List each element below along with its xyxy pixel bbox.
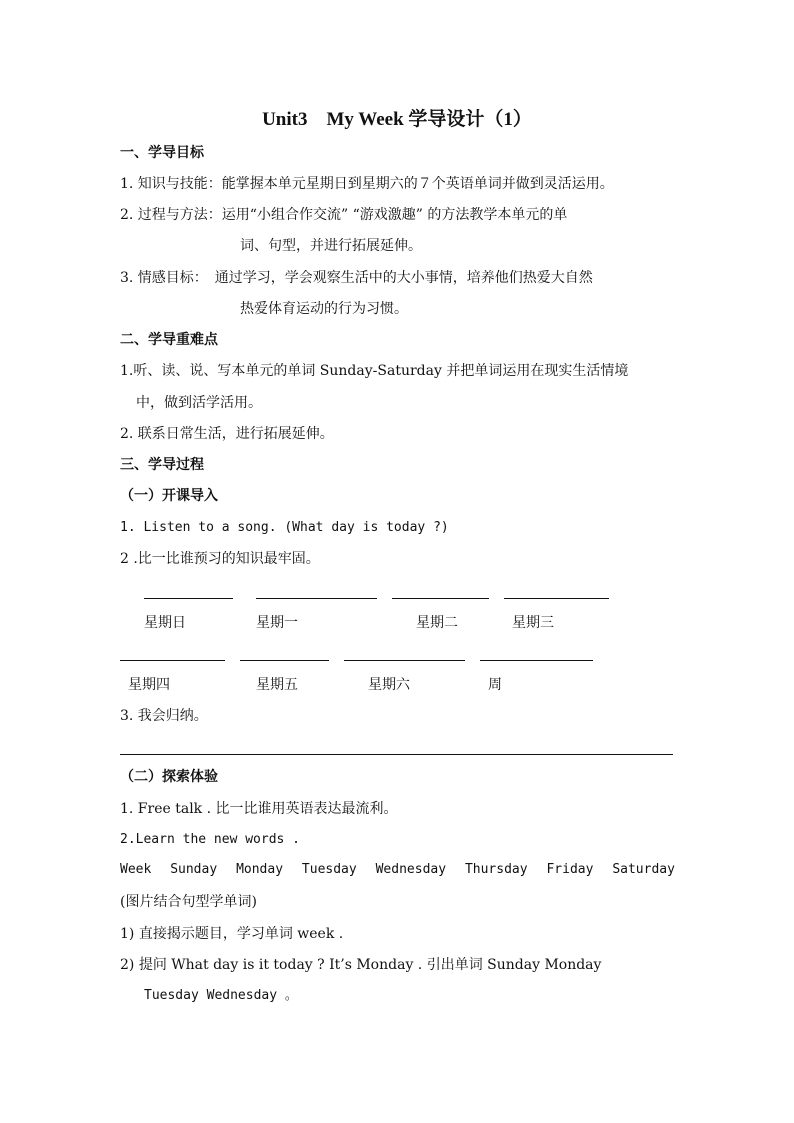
day-label: 星期一 <box>256 615 298 631</box>
intro-item-1: 1. Listen to a song. (What day is today ?) <box>120 520 449 535</box>
explore-sub-2: 2) 提问 What day is it today ? It’s Monday . 引出单词 Sunday Monday <box>120 957 602 973</box>
answer-blank[interactable] <box>256 598 377 599</box>
goal-process-cont: 词、句型，并进行拓展延伸。 <box>240 238 422 254</box>
day-label: 星期三 <box>512 615 554 631</box>
word: Thursday <box>464 862 528 877</box>
word: Saturday <box>612 862 675 877</box>
explore-sub-1: 1) 直接揭示题目，学习单词 week . <box>120 926 344 942</box>
explore-item-1: 1. Free talk . 比一比谁用英语表达最流利。 <box>120 801 398 817</box>
key-point-1-cont: 中，做到活学活用。 <box>136 395 262 411</box>
answer-blank[interactable] <box>144 598 233 599</box>
part-heading-intro: （一）开课导入 <box>120 488 218 504</box>
intro-item-2: 2 .比一比谁预习的知识最牢固。 <box>120 551 320 567</box>
word: Monday <box>236 862 284 877</box>
word: Friday <box>546 862 594 877</box>
answer-blank[interactable] <box>344 660 465 661</box>
explore-note: (图片结合句型学单词) <box>120 894 257 910</box>
week-words-row <box>120 862 675 877</box>
word: Week <box>120 862 152 877</box>
answer-blank[interactable] <box>504 598 609 599</box>
word: Wednesday <box>375 862 447 877</box>
word: Tuesday <box>301 862 357 877</box>
answer-blank[interactable] <box>480 660 593 661</box>
answer-blank[interactable] <box>240 660 329 661</box>
day-label: 周 <box>488 677 502 693</box>
goal-emotion: 3. 情感目标： 通过学习，学会观察生活中的大小事情，培养他们热爱大自然 <box>120 270 593 286</box>
day-label: 星期日 <box>144 615 186 631</box>
day-label: 星期六 <box>368 677 410 693</box>
key-point-1: 1.听、读、说、写本单元的单词 Sunday-Saturday 并把单词运用在现实生活情境 <box>120 363 629 379</box>
section-heading-process: 三、学导过程 <box>120 457 204 473</box>
intro-item-3: 3. 我会归纳。 <box>120 708 208 724</box>
day-label: 星期二 <box>416 615 458 631</box>
day-label: 星期四 <box>128 677 170 693</box>
answer-blank[interactable] <box>392 598 489 599</box>
goal-emotion-cont: 热爱体育运动的行为习惯。 <box>240 301 408 317</box>
word: Sunday <box>170 862 218 877</box>
key-point-2: 2. 联系日常生活，进行拓展延伸。 <box>120 426 334 442</box>
day-label: 星期五 <box>256 677 298 693</box>
goal-process: 2. 过程与方法：运用“小组合作交流” “游戏激趣” 的方法教学本单元的单 <box>120 207 568 223</box>
section-heading-goals: 一、学导目标 <box>120 145 204 161</box>
goal-knowledge: 1. 知识与技能：能掌握本单元星期日到星期六的７个英语单词并做到灵活运用。 <box>120 176 614 192</box>
part-heading-explore: （二）探索体验 <box>120 769 218 785</box>
answer-blank[interactable] <box>120 660 225 661</box>
explore-sub-2-cont: Tuesday Wednesday 。 <box>144 988 298 1003</box>
summary-answer-line[interactable] <box>120 754 673 755</box>
explore-item-2: 2.Learn the new words . <box>120 832 301 847</box>
document-title: Unit3 My Week 学导设计（1） <box>262 109 532 130</box>
section-heading-key-points: 二、学导重难点 <box>120 332 218 348</box>
